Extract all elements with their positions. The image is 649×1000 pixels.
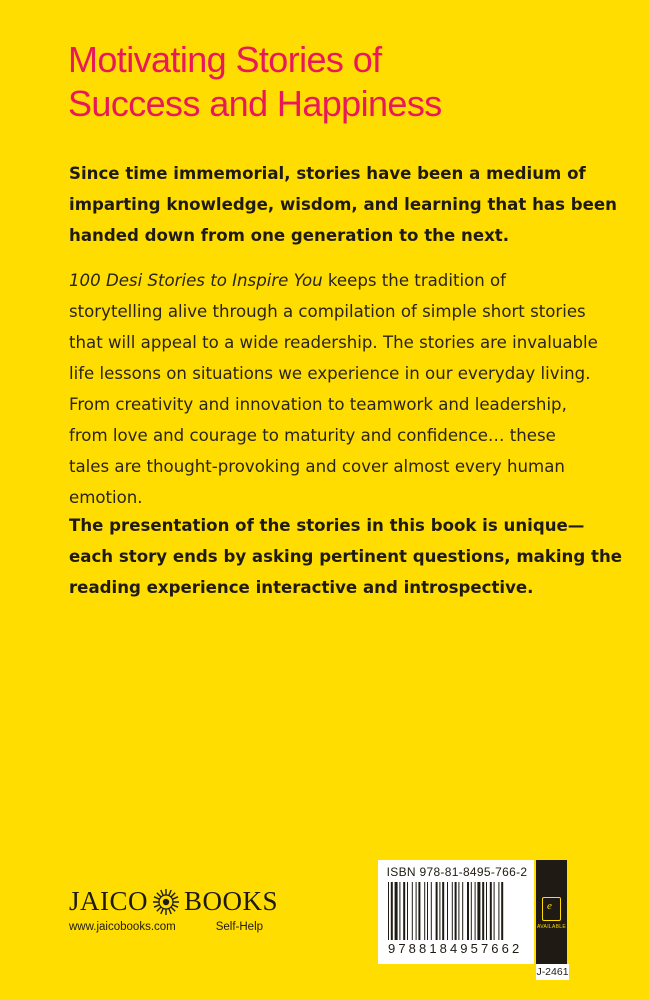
barcode-bar — [471, 882, 472, 940]
closing-line: each story ends by asking pertinent questions, making the — [69, 547, 623, 566]
intro-line: imparting knowledge, wisdom, and learning that has been — [69, 195, 617, 214]
barcode-bar — [498, 882, 499, 940]
intro-paragraph — [69, 158, 634, 251]
barcode-digits: 9788184957662 — [388, 941, 523, 956]
cover-headline — [68, 38, 628, 126]
intro-line: Since time immemorial, stories have been a medium of — [69, 164, 586, 183]
description-first-line — [69, 265, 634, 296]
barcode-bar — [462, 882, 463, 940]
description-first-line-rest: keeps the tradition of — [322, 271, 507, 290]
product-code: J-2461 — [536, 966, 569, 978]
closing-line: The presentation of the stories in this book is unique— — [69, 516, 585, 535]
publisher-logo — [69, 886, 278, 917]
barcode-bar — [391, 882, 393, 940]
description-line: life lessons on situations we experience in our everyday living. — [69, 364, 591, 383]
book-category: Self-Help — [215, 921, 264, 933]
barcode-bar — [431, 882, 432, 940]
barcode-bar — [436, 882, 438, 940]
barcode-bar — [455, 882, 457, 940]
barcode-icon — [386, 882, 526, 942]
barcode-bar — [412, 882, 413, 940]
description-line: emotion. — [69, 488, 143, 507]
barcode-bar — [388, 882, 389, 940]
closing-line: reading experience interactive and introspective. — [69, 578, 534, 597]
barcode-bar — [494, 882, 495, 940]
ebook-icon-letter: e — [547, 900, 552, 912]
description-line: from love and courage to maturity and confidence… these — [69, 426, 556, 445]
barcode-bar — [399, 882, 400, 940]
description-paragraph — [69, 265, 634, 513]
description-line: From creativity and innovation to teamwork and leadership, — [69, 395, 567, 414]
barcode-bar — [424, 882, 425, 940]
closing-paragraph — [69, 510, 634, 603]
ebook-icon — [542, 897, 561, 921]
barcode-bar — [458, 882, 459, 940]
logo-text-left: JAICO — [69, 886, 149, 916]
isbn-barcode-box — [378, 860, 534, 964]
barcode-bar — [407, 882, 408, 940]
barcode-bar — [452, 882, 453, 940]
intro-line: handed down from one generation to the next. — [69, 226, 510, 245]
headline-line-1: Motivating Stories of — [68, 39, 382, 80]
barcode-bar — [501, 882, 503, 940]
barcode-bar — [475, 882, 476, 940]
barcode-bar — [486, 882, 487, 940]
description-line: storytelling alive through a compilation of simple short stories — [69, 302, 586, 321]
logo-text-right: BOOKS — [184, 886, 279, 916]
publisher-meta — [69, 921, 278, 933]
barcode-bar — [416, 882, 417, 940]
barcode-bar — [447, 882, 448, 940]
barcode-bar — [442, 882, 444, 940]
barcode-bar — [403, 882, 405, 940]
barcode-bar — [427, 882, 428, 940]
barcode-bar — [395, 882, 398, 940]
publisher-website[interactable]: www.jaicobooks.com — [69, 921, 176, 933]
description-line: tales are thought-provoking and cover almost every human — [69, 457, 565, 476]
sun-emblem-icon — [152, 888, 180, 916]
ebook-available-badge — [536, 860, 567, 964]
barcode-bar — [482, 882, 484, 940]
description-line: that will appeal to a wide readership. The stories are invaluable — [69, 333, 598, 352]
ebook-label: AVAILABLE — [537, 924, 566, 930]
barcode-bar — [490, 882, 492, 940]
barcode-bar — [467, 882, 469, 940]
barcode-bar — [439, 882, 440, 940]
headline-line-2: Success and Happiness — [68, 83, 442, 124]
barcode-bar — [477, 882, 480, 940]
isbn-label: ISBN 978-81-8495-766-2 — [386, 865, 528, 879]
barcode-bar — [418, 882, 420, 940]
publisher-block — [69, 886, 278, 933]
book-title-italic: 100 Desi Stories to Inspire You — [69, 271, 323, 290]
